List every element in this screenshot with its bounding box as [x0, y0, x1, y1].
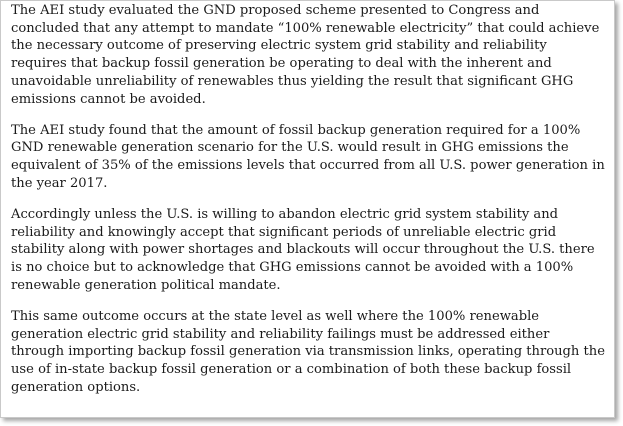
paragraph-1: The AEI study evaluated the GND proposed scheme presented to Congress and concluded that any attempt to mandate “100% renewable electricity” that could achieve the necessary outcome of preserving electric system grid stability and reliability requires that backup fossil generation be operating to deal with the inherent and unavoidable unreliability of renewables thus yielding the result that significant GHG emissions cannot be avoided. — [11, 3, 600, 107]
paragraph-2: The AEI study found that the amount of fossil backup generation required for a 100% GND renewable generation scenario for the U.S. would result in GHG emissions the equivalent of 35% of the emissions levels that occurred from all U.S. power generation in the year 2017. — [11, 122, 605, 191]
paragraph-4: This same outcome occurs at the state level as well where the 100% renewable generation electric grid stability and reliability failings must be addressed either through importing backup fossil generation via transmission links, operating through the use of in-state backup fossil generation or a combination of both these backup fossil generation options. — [11, 309, 605, 395]
paragraph-3: Accordingly unless the U.S. is willing to abandon electric grid system stability and reliability and knowingly accept that significant periods of unreliable electric grid stability along with power shortages and blackouts will occur throughout the U.S. there is no choice but to acknowledge that GHG emissions cannot be avoided with a 100% renewable generation political mandate. — [11, 207, 595, 293]
article-body — [1, 1, 614, 397]
